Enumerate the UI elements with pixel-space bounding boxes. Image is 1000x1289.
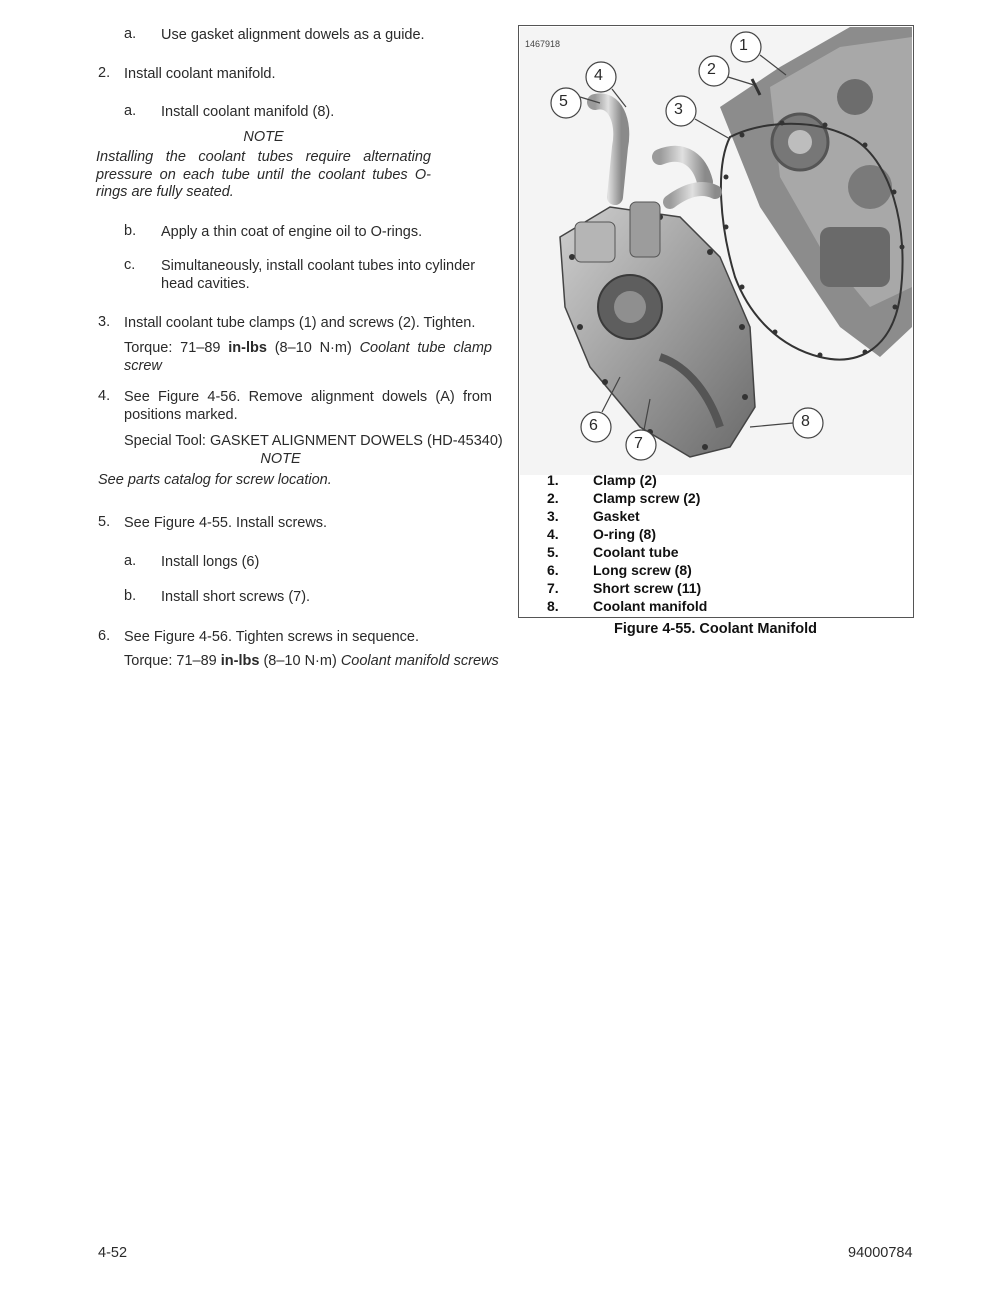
step-5a-marker: a. <box>124 553 137 569</box>
note-1-heading: NOTE <box>243 129 284 145</box>
callout-5: 5 <box>559 93 568 110</box>
callout-lines <box>520 27 912 475</box>
step-5-text: See Figure 4-55. Install screws. <box>124 515 328 531</box>
callout-6: 6 <box>589 417 598 434</box>
note-2-text: See parts catalog for screw location. <box>98 472 332 488</box>
figure-image-id: 1467918 <box>525 39 561 49</box>
step-3-marker: 3. <box>98 314 111 330</box>
step-4-special-tool: Special Tool: GASKET ALIGNMENT DOWELS (HD-45340) <box>124 433 503 449</box>
step-2a-marker: a. <box>124 103 137 119</box>
step-3-text: Install coolant tube clamps (1) and screws (2). Tighten. <box>124 315 476 331</box>
step-2-marker: 2. <box>98 65 111 81</box>
page-number: 4-52 <box>98 1245 128 1261</box>
step-5b-text: Install short screws (7). <box>161 589 311 605</box>
step-4-text: See Figure 4-56. Remove alignment dowels (A) from positions marked. <box>124 389 492 423</box>
step-2-text: Install coolant manifold. <box>124 66 276 82</box>
step-1a-text: Use gasket alignment dowels as a guide. <box>161 27 425 43</box>
callout-7: 7 <box>634 435 643 452</box>
figure-legend: 1. Clamp (2) 2. Clamp screw (2) 3. Gasket 4. O-ring (8) 5. Coolant tube 6. Long screw (8) 7. Short screw (11) 8. Coolant manifold <box>547 472 708 614</box>
step-6-marker: 6. <box>98 628 111 644</box>
step-4-marker: 4. <box>98 388 111 404</box>
step-2a-text: Install coolant manifold (8). <box>161 104 335 120</box>
callout-1: 1 <box>739 37 748 54</box>
note-1-text: Installing the coolant tubes require alternating pressure on each tube until the coolant tubes O-rings are fully seated. <box>96 149 431 200</box>
step-2b-marker: b. <box>124 223 137 239</box>
callout-8: 8 <box>801 413 810 430</box>
step-2c-marker: c. <box>124 257 136 273</box>
step-2b-text: Apply a thin coat of engine oil to O-rings. <box>161 224 423 240</box>
note-2-heading: NOTE <box>260 451 301 467</box>
step-5-marker: 5. <box>98 514 111 530</box>
step-2c-text: Simultaneously, install coolant tubes into cylinder head cavities. <box>161 258 476 292</box>
step-5b-marker: b. <box>124 588 137 604</box>
figure-caption: Figure 4-55. Coolant Manifold <box>614 621 818 637</box>
step-1a-marker: a. <box>124 26 137 42</box>
figure-callouts <box>520 27 912 475</box>
callout-4: 4 <box>594 67 603 84</box>
step-5a-text: Install longs (6) <box>161 554 260 570</box>
callout-2: 2 <box>707 61 716 78</box>
step-6-torque: Torque: 71–89 in-lbs (8–10 N·m) Coolant manifold screws <box>124 653 499 669</box>
callout-3: 3 <box>674 101 683 118</box>
step-3-torque: Torque: 71–89 in-lbs (8–10 N·m) Coolant tube clamp screw <box>124 340 492 374</box>
step-6-text: See Figure 4-56. Tighten screws in sequence. <box>124 629 419 645</box>
document-number: 94000784 <box>848 1245 913 1261</box>
